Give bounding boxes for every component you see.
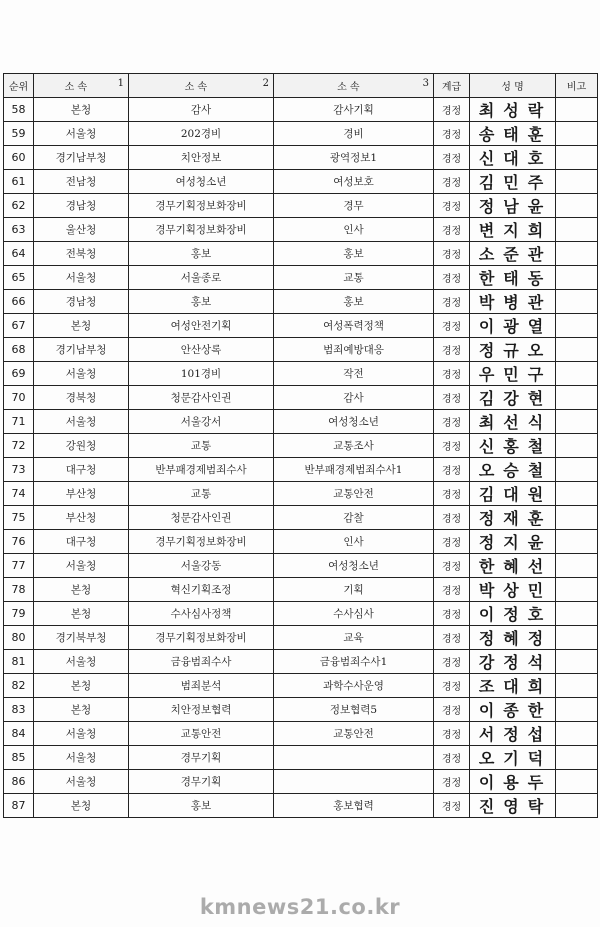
cell-rank: 경정 — [434, 482, 470, 506]
cell-note — [556, 698, 598, 722]
table-row — [4, 434, 598, 458]
table-row — [4, 506, 598, 530]
cell-dept-2: 경무기획정보화장비 — [129, 218, 274, 242]
cell-rank: 경정 — [434, 290, 470, 314]
roster-table — [3, 73, 598, 818]
cell-rank: 경정 — [434, 770, 470, 794]
cell-dept-3: 경무 — [274, 194, 434, 218]
cell-note — [556, 314, 598, 338]
cell-dept-2: 치안정보 — [129, 146, 274, 170]
table-row — [4, 314, 598, 338]
header-dept-3-label: 소 속 — [337, 82, 360, 93]
cell-dept-2: 금융범죄수사 — [129, 650, 274, 674]
cell-person-name: 정남윤 — [470, 194, 556, 218]
table-row — [4, 290, 598, 314]
cell-person-name: 서정섭 — [470, 722, 556, 746]
cell-note — [556, 650, 598, 674]
table-row — [4, 170, 598, 194]
cell-dept-1: 서울청 — [34, 746, 129, 770]
cell-dept-2: 경무기획정보화장비 — [129, 530, 274, 554]
cell-row-number: 65 — [4, 266, 34, 290]
cell-rank: 경정 — [434, 122, 470, 146]
header-rank: 계급 — [434, 74, 470, 98]
cell-person-name: 이용두 — [470, 770, 556, 794]
cell-row-number: 79 — [4, 602, 34, 626]
cell-dept-1: 울산청 — [34, 218, 129, 242]
table-row — [4, 482, 598, 506]
cell-dept-3: 인사 — [274, 218, 434, 242]
cell-person-name: 이정호 — [470, 602, 556, 626]
cell-dept-2: 경무기획정보화장비 — [129, 626, 274, 650]
table-row — [4, 386, 598, 410]
cell-row-number: 70 — [4, 386, 34, 410]
cell-row-number: 84 — [4, 722, 34, 746]
table-row — [4, 146, 598, 170]
cell-rank: 경정 — [434, 626, 470, 650]
cell-person-name: 오승철 — [470, 458, 556, 482]
cell-person-name: 한태동 — [470, 266, 556, 290]
cell-note — [556, 98, 598, 122]
cell-dept-2: 교통 — [129, 434, 274, 458]
cell-dept-1: 부산청 — [34, 482, 129, 506]
cell-rank: 경정 — [434, 338, 470, 362]
table-row — [4, 122, 598, 146]
cell-note — [556, 338, 598, 362]
cell-dept-1: 경기남부청 — [34, 146, 129, 170]
cell-dept-3: 여성청소년 — [274, 554, 434, 578]
cell-dept-3: 교육 — [274, 626, 434, 650]
cell-rank: 경정 — [434, 434, 470, 458]
cell-rank: 경정 — [434, 506, 470, 530]
cell-person-name: 김민주 — [470, 170, 556, 194]
cell-dept-1: 본청 — [34, 578, 129, 602]
cell-note — [556, 218, 598, 242]
cell-rank: 경정 — [434, 578, 470, 602]
cell-rank: 경정 — [434, 386, 470, 410]
table-row — [4, 530, 598, 554]
header-rank-no: 순위 — [4, 74, 34, 98]
cell-dept-3: 범죄예방대응 — [274, 338, 434, 362]
cell-dept-3: 홍보 — [274, 242, 434, 266]
cell-dept-2: 경무기획 — [129, 770, 274, 794]
cell-dept-3 — [274, 770, 434, 794]
table-row — [4, 650, 598, 674]
cell-rank: 경정 — [434, 194, 470, 218]
cell-row-number: 85 — [4, 746, 34, 770]
cell-dept-2: 서울종로 — [129, 266, 274, 290]
cell-dept-2: 교통안전 — [129, 722, 274, 746]
cell-person-name: 우민구 — [470, 362, 556, 386]
table-row — [4, 602, 598, 626]
cell-row-number: 63 — [4, 218, 34, 242]
cell-person-name: 박상민 — [470, 578, 556, 602]
cell-dept-3: 여성폭력정책 — [274, 314, 434, 338]
cell-dept-1: 본청 — [34, 98, 129, 122]
table-row — [4, 98, 598, 122]
cell-row-number: 58 — [4, 98, 34, 122]
cell-person-name: 박병관 — [470, 290, 556, 314]
table-row — [4, 698, 598, 722]
cell-dept-3 — [274, 746, 434, 770]
cell-dept-2: 홍보 — [129, 242, 274, 266]
cell-row-number: 73 — [4, 458, 34, 482]
cell-rank: 경정 — [434, 218, 470, 242]
table-row — [4, 770, 598, 794]
cell-dept-1: 전북청 — [34, 242, 129, 266]
cell-dept-1: 본청 — [34, 794, 129, 818]
cell-row-number: 72 — [4, 434, 34, 458]
cell-note — [556, 458, 598, 482]
cell-rank: 경정 — [434, 314, 470, 338]
cell-dept-1: 경북청 — [34, 386, 129, 410]
cell-dept-3: 여성보호 — [274, 170, 434, 194]
cell-dept-2: 반부패경제범죄수사 — [129, 458, 274, 482]
cell-dept-1: 부산청 — [34, 506, 129, 530]
cell-dept-1: 서울청 — [34, 770, 129, 794]
cell-person-name: 오기덕 — [470, 746, 556, 770]
cell-dept-1: 서울청 — [34, 266, 129, 290]
cell-person-name: 정재훈 — [470, 506, 556, 530]
cell-row-number: 80 — [4, 626, 34, 650]
cell-dept-2: 202경비 — [129, 122, 274, 146]
cell-dept-2: 혁신기획조정 — [129, 578, 274, 602]
cell-row-number: 77 — [4, 554, 34, 578]
cell-dept-1: 본청 — [34, 698, 129, 722]
cell-row-number: 76 — [4, 530, 34, 554]
cell-dept-2: 범죄분석 — [129, 674, 274, 698]
cell-note — [556, 434, 598, 458]
cell-dept-1: 서울청 — [34, 362, 129, 386]
cell-dept-2: 여성청소년 — [129, 170, 274, 194]
header-note: 비고 — [556, 74, 598, 98]
cell-dept-1: 본청 — [34, 314, 129, 338]
cell-rank: 경정 — [434, 146, 470, 170]
cell-dept-2: 여성안전기획 — [129, 314, 274, 338]
cell-dept-2: 홍보 — [129, 794, 274, 818]
cell-note — [556, 386, 598, 410]
header-dept-2 — [129, 74, 274, 98]
cell-dept-2: 청문감사인권 — [129, 506, 274, 530]
cell-note — [556, 530, 598, 554]
cell-dept-2: 경무기획정보화장비 — [129, 194, 274, 218]
cell-person-name: 송태훈 — [470, 122, 556, 146]
cell-rank: 경정 — [434, 554, 470, 578]
cell-dept-2: 홍보 — [129, 290, 274, 314]
table-header — [4, 74, 598, 98]
cell-person-name: 정혜정 — [470, 626, 556, 650]
cell-note — [556, 722, 598, 746]
cell-dept-2: 수사심사정책 — [129, 602, 274, 626]
cell-rank: 경정 — [434, 698, 470, 722]
cell-rank: 경정 — [434, 266, 470, 290]
cell-dept-1: 서울청 — [34, 722, 129, 746]
cell-rank: 경정 — [434, 410, 470, 434]
cell-dept-3: 작전 — [274, 362, 434, 386]
cell-dept-1: 서울청 — [34, 122, 129, 146]
cell-note — [556, 746, 598, 770]
cell-row-number: 75 — [4, 506, 34, 530]
cell-row-number: 66 — [4, 290, 34, 314]
cell-dept-3: 여성청소년 — [274, 410, 434, 434]
cell-dept-1: 서울청 — [34, 554, 129, 578]
cell-person-name: 최선식 — [470, 410, 556, 434]
cell-dept-1: 대구청 — [34, 530, 129, 554]
cell-row-number: 69 — [4, 362, 34, 386]
cell-note — [556, 410, 598, 434]
cell-row-number: 60 — [4, 146, 34, 170]
cell-dept-3: 교통조사 — [274, 434, 434, 458]
cell-dept-1: 강원청 — [34, 434, 129, 458]
table-row — [4, 266, 598, 290]
cell-note — [556, 242, 598, 266]
cell-dept-3: 인사 — [274, 530, 434, 554]
cell-person-name: 최성락 — [470, 98, 556, 122]
cell-row-number: 86 — [4, 770, 34, 794]
cell-dept-2: 서울강서 — [129, 410, 274, 434]
cell-person-name: 한혜선 — [470, 554, 556, 578]
cell-dept-3: 경비 — [274, 122, 434, 146]
header-dept-3-num: 3 — [422, 78, 429, 89]
cell-note — [556, 674, 598, 698]
table-row — [4, 242, 598, 266]
cell-dept-1: 경기북부청 — [34, 626, 129, 650]
cell-note — [556, 362, 598, 386]
cell-dept-1: 전남청 — [34, 170, 129, 194]
cell-rank: 경정 — [434, 650, 470, 674]
cell-rank: 경정 — [434, 794, 470, 818]
header-dept-1-num: 1 — [117, 78, 124, 89]
cell-dept-1: 본청 — [34, 602, 129, 626]
cell-dept-2: 감사 — [129, 98, 274, 122]
cell-rank: 경정 — [434, 746, 470, 770]
cell-note — [556, 146, 598, 170]
cell-dept-3: 감사기획 — [274, 98, 434, 122]
cell-person-name: 신대호 — [470, 146, 556, 170]
header-dept-2-label: 소 속 — [184, 82, 208, 93]
cell-row-number: 87 — [4, 794, 34, 818]
cell-person-name: 변지희 — [470, 218, 556, 242]
cell-note — [556, 266, 598, 290]
cell-dept-2: 101경비 — [129, 362, 274, 386]
cell-person-name: 이광열 — [470, 314, 556, 338]
cell-row-number: 74 — [4, 482, 34, 506]
cell-person-name: 조대희 — [470, 674, 556, 698]
cell-dept-2: 안산상록 — [129, 338, 274, 362]
cell-row-number: 67 — [4, 314, 34, 338]
cell-dept-3: 수사심사 — [274, 602, 434, 626]
cell-note — [556, 122, 598, 146]
table-row — [4, 746, 598, 770]
header-name: 성 명 — [470, 74, 556, 98]
cell-dept-3: 과학수사운영 — [274, 674, 434, 698]
cell-dept-2: 치안정보협력 — [129, 698, 274, 722]
cell-row-number: 59 — [4, 122, 34, 146]
cell-dept-3: 금융범죄수사1 — [274, 650, 434, 674]
table-row — [4, 218, 598, 242]
cell-dept-3: 정보협력5 — [274, 698, 434, 722]
cell-note — [556, 290, 598, 314]
cell-row-number: 82 — [4, 674, 34, 698]
cell-note — [556, 170, 598, 194]
cell-row-number: 64 — [4, 242, 34, 266]
cell-person-name: 김대원 — [470, 482, 556, 506]
cell-note — [556, 554, 598, 578]
cell-dept-1: 경기남부청 — [34, 338, 129, 362]
cell-dept-2: 경무기획 — [129, 746, 274, 770]
cell-rank: 경정 — [434, 530, 470, 554]
cell-dept-1: 서울청 — [34, 650, 129, 674]
cell-dept-2: 교통 — [129, 482, 274, 506]
header-dept-2-num: 2 — [262, 78, 269, 89]
table-body — [4, 98, 598, 818]
header-row — [4, 74, 598, 98]
table-row — [4, 410, 598, 434]
table-row — [4, 458, 598, 482]
cell-rank: 경정 — [434, 602, 470, 626]
cell-row-number: 68 — [4, 338, 34, 362]
cell-dept-3: 교통안전 — [274, 482, 434, 506]
table-row — [4, 794, 598, 818]
table-row — [4, 578, 598, 602]
cell-note — [556, 602, 598, 626]
cell-rank: 경정 — [434, 362, 470, 386]
cell-dept-1: 대구청 — [34, 458, 129, 482]
cell-person-name: 이종한 — [470, 698, 556, 722]
cell-row-number: 71 — [4, 410, 34, 434]
cell-rank: 경정 — [434, 242, 470, 266]
cell-person-name: 김강현 — [470, 386, 556, 410]
header-dept-3 — [274, 74, 434, 98]
cell-rank: 경정 — [434, 170, 470, 194]
cell-dept-3: 교통 — [274, 266, 434, 290]
table-row — [4, 362, 598, 386]
cell-note — [556, 578, 598, 602]
cell-rank: 경정 — [434, 458, 470, 482]
cell-dept-1: 경남청 — [34, 290, 129, 314]
cell-dept-2: 청문감사인권 — [129, 386, 274, 410]
cell-rank: 경정 — [434, 98, 470, 122]
cell-row-number: 78 — [4, 578, 34, 602]
cell-person-name: 소준관 — [470, 242, 556, 266]
cell-person-name: 강정석 — [470, 650, 556, 674]
cell-dept-2: 서울강동 — [129, 554, 274, 578]
cell-person-name: 정규오 — [470, 338, 556, 362]
table-row — [4, 626, 598, 650]
header-dept-1 — [34, 74, 129, 98]
cell-dept-1: 경남청 — [34, 194, 129, 218]
cell-rank: 경정 — [434, 674, 470, 698]
cell-dept-3: 감사 — [274, 386, 434, 410]
cell-dept-3: 기획 — [274, 578, 434, 602]
table-row — [4, 722, 598, 746]
cell-row-number: 61 — [4, 170, 34, 194]
cell-note — [556, 482, 598, 506]
cell-row-number: 83 — [4, 698, 34, 722]
cell-note — [556, 626, 598, 650]
cell-note — [556, 194, 598, 218]
header-dept-1-label: 소 속 — [64, 82, 88, 93]
table-row — [4, 194, 598, 218]
table-row — [4, 554, 598, 578]
watermark: kmnews21.co.kr — [199, 895, 401, 919]
cell-dept-3: 감찰 — [274, 506, 434, 530]
cell-rank: 경정 — [434, 722, 470, 746]
cell-note — [556, 794, 598, 818]
cell-person-name: 신홍철 — [470, 434, 556, 458]
table-row — [4, 338, 598, 362]
cell-dept-1: 본청 — [34, 674, 129, 698]
cell-dept-3: 반부패경제범죄수사1 — [274, 458, 434, 482]
table-row — [4, 674, 598, 698]
cell-person-name: 정지윤 — [470, 530, 556, 554]
cell-dept-3: 홍보협력 — [274, 794, 434, 818]
cell-note — [556, 770, 598, 794]
cell-dept-3: 홍보 — [274, 290, 434, 314]
cell-row-number: 81 — [4, 650, 34, 674]
cell-person-name: 진영탁 — [470, 794, 556, 818]
cell-row-number: 62 — [4, 194, 34, 218]
cell-dept-3: 교통안전 — [274, 722, 434, 746]
cell-dept-1: 서울청 — [34, 410, 129, 434]
cell-dept-3: 광역정보1 — [274, 146, 434, 170]
cell-note — [556, 506, 598, 530]
